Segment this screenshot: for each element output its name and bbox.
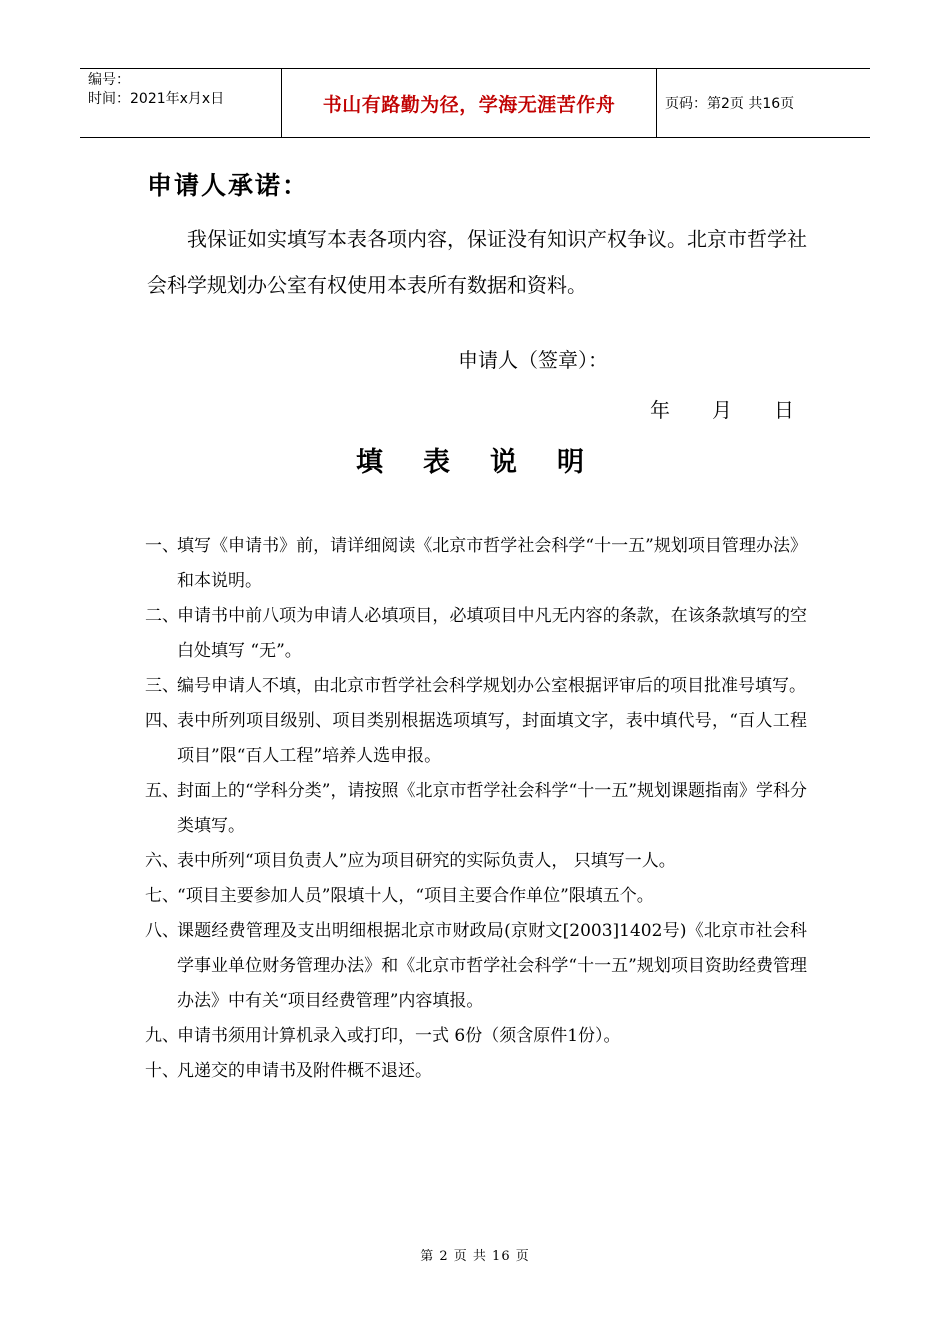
applicant-signature-label: 申请人（签章）： <box>458 348 608 372</box>
note-text: 课题经费管理及支出明细根据北京市财政局(京财文[2003]1402号)《北京市社会科学事业单位财务管理办法》和《北京市哲学社会科学“十一五”规划项目资助经费管理办法》中有关“项目经费管理”内容填报。 <box>177 921 807 1011</box>
pledge-body: 我保证如实填写本表各项内容，保证没有知识产权争议。北京市哲学社会科学规划办公室有权使用本表所有数据和资料。 <box>147 227 807 297</box>
header-meta <box>80 69 282 137</box>
notes-list <box>147 529 807 1089</box>
note-number: 六、 <box>145 851 179 871</box>
note-text: 申请书中前八项为申请人必填项目，必填项目中凡无内容的条款，在该条款填写的空白处填写 “无”。 <box>177 606 807 661</box>
note-item <box>147 774 807 844</box>
note-text: 凡递交的申请书及附件概不退还。 <box>177 1061 432 1081</box>
note-text: 申请书须用计算机录入或打印，一式 6份（须含原件1份）。 <box>177 1026 621 1046</box>
note-item <box>147 529 807 599</box>
header-table <box>80 68 870 138</box>
note-number: 四、 <box>145 711 179 731</box>
note-number: 八、 <box>145 921 179 941</box>
header-motto: 书山有路勤为径，学海无涯苦作舟 <box>282 69 657 137</box>
date-year: 年 <box>650 398 670 422</box>
note-item <box>147 704 807 774</box>
signature-date <box>650 394 794 423</box>
note-item <box>147 669 807 704</box>
note-text: 表中所列“项目负责人”应为项目研究的实际负责人， 只填写一人。 <box>177 851 676 871</box>
note-text: 编号申请人不填，由北京市哲学社会科学规划办公室根据评审后的项目批准号填写。 <box>177 676 806 696</box>
note-item <box>147 879 807 914</box>
date-month: 月 <box>712 398 732 422</box>
note-number: 一、 <box>145 536 179 556</box>
note-number: 十、 <box>145 1061 179 1081</box>
note-text: 填写《申请书》前，请详细阅读《北京市哲学社会科学“十一五”规划项目管理办法》和本说明。 <box>177 536 807 591</box>
note-item <box>147 1019 807 1054</box>
note-number: 五、 <box>145 781 179 801</box>
note-text: “项目主要参加人员”限填十人，“项目主要合作单位”限填五个。 <box>177 886 654 906</box>
document-number-label: 编号： <box>88 72 130 88</box>
document-time: 时间：2021年x月x日 <box>88 91 225 107</box>
note-number: 九、 <box>145 1026 179 1046</box>
note-number: 七、 <box>145 886 179 906</box>
date-day: 日 <box>774 398 794 422</box>
note-item <box>147 599 807 669</box>
pledge-title: 申请人承诺： <box>147 171 310 200</box>
note-number: 三、 <box>145 676 179 696</box>
note-item <box>147 914 807 1019</box>
note-item <box>147 1054 807 1089</box>
page-footer: 第 2 页 共 16 页 <box>420 1249 530 1264</box>
header-page-info: 页码：第2页 共16页 <box>665 96 795 112</box>
note-number: 二、 <box>145 606 179 626</box>
note-text: 表中所列项目级别、项目类别根据选项填写，封面填文字，表中填代号，“百人工程项目”限“百人工程”培养人选申报。 <box>177 711 807 766</box>
notes-title: 填表说明 <box>356 447 624 478</box>
note-text: 封面上的“学科分类”，请按照《北京市哲学社会科学“十一五”规划课题指南》学科分类填写。 <box>177 781 807 836</box>
note-item <box>147 844 807 879</box>
